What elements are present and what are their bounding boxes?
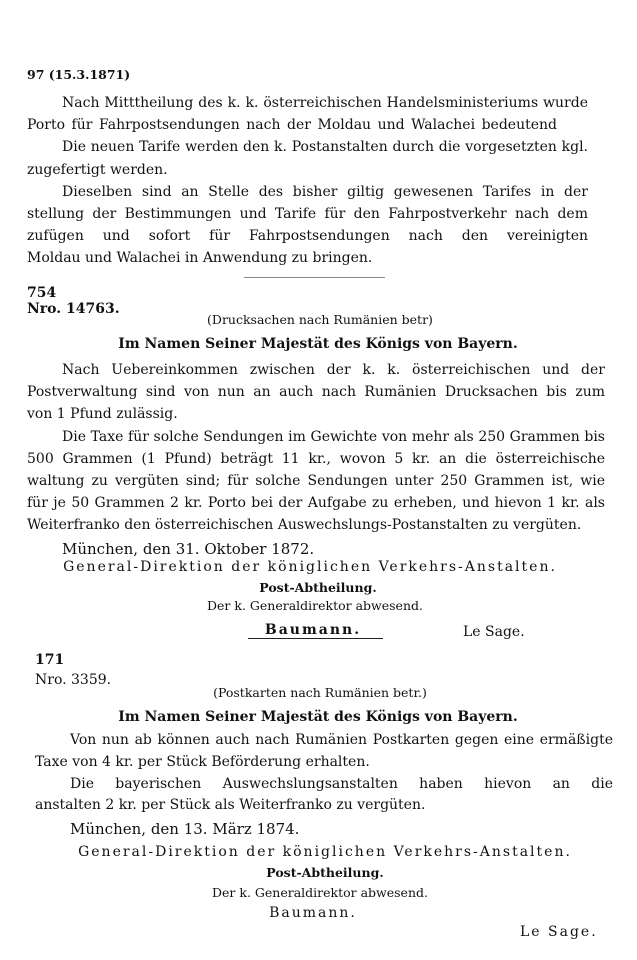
text-line: Von nun ab können auch nach Rumänien Postkarten gegen eine ermäßigte: [70, 732, 613, 748]
signature: Baumann.: [269, 905, 357, 921]
heading: Im Namen Seiner Majestät des Königs von Bayern.: [118, 709, 518, 725]
place-date: München, den 13. März 1874.: [70, 820, 300, 838]
subject: (Drucksachen nach Rumänien betr): [207, 312, 433, 327]
text-line: Postverwaltung sind von nun an auch nach Rumänien Drucksachen bis zum: [27, 384, 605, 400]
text-line: anstalten 2 kr. per Stück als Weiterfranko zu vergüten.: [35, 797, 426, 813]
divider: [244, 277, 385, 278]
nro: Nro. 3359.: [35, 672, 112, 688]
text-line: Porto für Fahrpostsendungen nach der Moldau und Walachei bedeutend: [27, 117, 557, 133]
text-line: 500 Grammen (1 Pfund) beträgt 11 kr., wovon 5 kr. an die österreichische: [27, 451, 605, 467]
text-line: zugefertigt werden.: [27, 162, 168, 178]
text-line: von 1 Pfund zulässig.: [27, 406, 178, 422]
section-number: 171: [35, 652, 65, 668]
absent-note: Der k. Generaldirektor abwesend.: [207, 598, 423, 613]
signature: Baumann.: [264, 622, 362, 638]
text-line: Nach Uebereinkommen zwischen der k. k. österreichischen und der: [62, 362, 605, 378]
authority: General-Direktion der königlichen Verkehrs-Anstalten.: [63, 559, 557, 575]
page-header: 97 (15.3.1871): [27, 67, 131, 82]
text-line: stellung der Bestimmungen und Tarife für den Fahrpostverkehr nach dem: [27, 206, 588, 222]
signature: Le Sage.: [520, 924, 598, 940]
heading: Im Namen Seiner Majestät des Königs von Bayern.: [118, 336, 518, 352]
signature: Le Sage.: [463, 624, 525, 640]
text-line: zufügen und sofort für Fahrpostsendungen nach den vereinigten: [27, 228, 588, 244]
text-line: Dieselben sind an Stelle des bisher giltig gewesenen Tarifes in der: [62, 184, 588, 200]
text-line: Nach Mitttheilung des k. k. österreichischen Handelsministeriums wurde: [62, 95, 588, 111]
text-line: Weiterfranko den österreichischen Auswechslungs-Postanstalten zu vergüten.: [27, 517, 582, 533]
authority: General-Direktion der königlichen Verkehrs-Anstalten.: [78, 844, 572, 860]
nro: Nro. 14763.: [27, 301, 120, 317]
department: Post-Abtheilung.: [266, 865, 384, 880]
text-line: Die bayerischen Auswechslungsanstalten haben hievon an die: [70, 776, 613, 792]
absent-note: Der k. Generaldirektor abwesend.: [212, 885, 428, 900]
text-line: Die neuen Tarife werden den k. Postanstalten durch die vorgesetzten kgl.: [62, 139, 588, 155]
department: Post-Abtheilung.: [259, 580, 377, 595]
divider: [248, 638, 383, 639]
text-line: Taxe von 4 kr. per Stück Beförderung erhalten.: [35, 754, 370, 770]
place-date: München, den 31. Oktober 1872.: [62, 540, 315, 558]
text-line: Die Taxe für solche Sendungen im Gewichte von mehr als 250 Grammen bis: [62, 429, 605, 445]
text-line: für je 50 Grammen 2 kr. Porto bei der Aufgabe zu erheben, und hievon 1 kr. als: [27, 495, 605, 511]
subject: (Postkarten nach Rumänien betr.): [213, 685, 427, 700]
text-line: waltung zu vergüten sind; für solche Sendungen unter 250 Grammen ist, wie: [27, 473, 605, 489]
section-number: 754: [27, 285, 57, 301]
text-line: Moldau und Walachei in Anwendung zu bringen.: [27, 250, 373, 266]
